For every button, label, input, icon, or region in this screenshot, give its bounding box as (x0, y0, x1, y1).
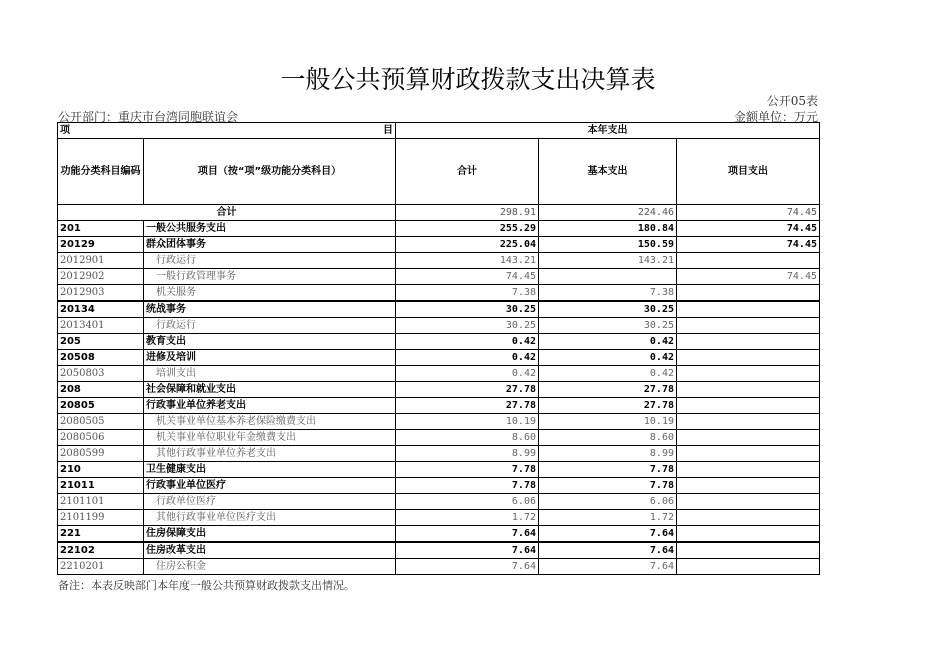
row-project (677, 478, 820, 494)
row-project (677, 542, 820, 559)
table-row (58, 526, 820, 543)
row-basic: 0.42 (539, 350, 677, 366)
row-basic: 30.25 (539, 318, 677, 334)
table-row (58, 446, 820, 462)
row-basic: 1.72 (539, 510, 677, 526)
row-code: 2080599 (58, 446, 144, 462)
table-row (58, 494, 820, 510)
row-name: 其他行政事业单位医疗支出 (144, 510, 396, 526)
row-total: 7.78 (396, 462, 539, 478)
row-project (677, 510, 820, 526)
row-total: 8.60 (396, 430, 539, 446)
total-label: 合计 (58, 205, 396, 221)
row-name: 机关事业单位基本养老保险缴费支出 (144, 414, 396, 430)
row-name: 一般行政管理事务 (144, 269, 396, 285)
row-total: 1.72 (396, 510, 539, 526)
row-code: 210 (58, 462, 144, 478)
row-total: 6.06 (396, 494, 539, 510)
row-basic: 7.64 (539, 542, 677, 559)
item-header-left: 项 (60, 125, 70, 136)
row-basic: 7.78 (539, 462, 677, 478)
header-row-1 (58, 123, 820, 139)
total-row (58, 205, 820, 221)
row-total: 225.04 (396, 237, 539, 253)
row-code: 2210201 (58, 559, 144, 575)
table-row (58, 510, 820, 526)
row-name: 卫生健康支出 (144, 462, 396, 478)
row-basic: 180.84 (539, 221, 677, 237)
row-basic: 7.38 (539, 285, 677, 302)
row-name: 住房保障支出 (144, 526, 396, 543)
row-code: 201 (58, 221, 144, 237)
row-total: 0.42 (396, 350, 539, 366)
row-project (677, 494, 820, 510)
page-title: 一般公共预算财政拨款支出决算表 (280, 65, 656, 94)
row-name: 住房公积金 (144, 559, 396, 575)
table-row (58, 269, 820, 285)
form-number: 公开05表 (766, 94, 818, 108)
row-project (677, 414, 820, 430)
row-name: 群众团体事务 (144, 237, 396, 253)
row-total: 7.78 (396, 478, 539, 494)
table-row (58, 366, 820, 382)
row-code: 2050803 (58, 366, 144, 382)
row-name: 一般公共服务支出 (144, 221, 396, 237)
row-name: 统战事务 (144, 301, 396, 318)
current-year-expenditure-header: 本年支出 (396, 123, 820, 139)
table-row (58, 334, 820, 350)
row-project (677, 559, 820, 575)
total-basic: 224.46 (539, 205, 677, 221)
table-row (58, 221, 820, 237)
row-code: 22102 (58, 542, 144, 559)
row-name: 机关服务 (144, 285, 396, 302)
row-name: 机关事业单位职业年金缴费支出 (144, 430, 396, 446)
table-row (58, 430, 820, 446)
row-code: 20134 (58, 301, 144, 318)
code-header: 功能分类科目编码 (58, 139, 144, 205)
project-header: 项目支出 (677, 139, 820, 205)
row-code: 2012902 (58, 269, 144, 285)
table-row (58, 478, 820, 494)
table-row (58, 301, 820, 318)
row-total: 8.99 (396, 446, 539, 462)
row-total: 0.42 (396, 366, 539, 382)
row-project (677, 334, 820, 350)
row-basic (539, 269, 677, 285)
row-code: 2013401 (58, 318, 144, 334)
row-total: 27.78 (396, 398, 539, 414)
table-row (58, 559, 820, 575)
row-project (677, 301, 820, 318)
row-code: 2101199 (58, 510, 144, 526)
row-basic: 10.19 (539, 414, 677, 430)
row-project (677, 526, 820, 543)
row-code: 2101101 (58, 494, 144, 510)
table-row (58, 462, 820, 478)
row-total: 30.25 (396, 301, 539, 318)
row-name: 社会保障和就业支出 (144, 382, 396, 398)
row-code: 2080505 (58, 414, 144, 430)
row-name: 其他行政事业单位养老支出 (144, 446, 396, 462)
row-name: 行政运行 (144, 318, 396, 334)
table-row (58, 542, 820, 559)
row-basic: 27.78 (539, 382, 677, 398)
row-name: 行政单位医疗 (144, 494, 396, 510)
row-basic: 6.06 (539, 494, 677, 510)
table-row (58, 318, 820, 334)
row-project (677, 366, 820, 382)
row-project (677, 430, 820, 446)
row-code: 20805 (58, 398, 144, 414)
row-project (677, 382, 820, 398)
row-project: 74.45 (677, 221, 820, 237)
table-row (58, 414, 820, 430)
row-total: 0.42 (396, 334, 539, 350)
row-basic: 150.59 (539, 237, 677, 253)
row-code: 208 (58, 382, 144, 398)
row-total: 27.78 (396, 382, 539, 398)
row-name: 行政事业单位养老支出 (144, 398, 396, 414)
amount-unit-label: 金额单位：万元 (733, 110, 818, 124)
row-project (677, 350, 820, 366)
row-code: 2012901 (58, 253, 144, 269)
row-project (677, 446, 820, 462)
row-basic: 7.64 (539, 559, 677, 575)
row-project (677, 398, 820, 414)
row-total: 255.29 (396, 221, 539, 237)
item-header-cell (58, 123, 396, 139)
row-total: 7.64 (396, 559, 539, 575)
row-basic: 0.42 (539, 366, 677, 382)
row-project (677, 253, 820, 269)
table-row (58, 382, 820, 398)
row-name: 进修及培训 (144, 350, 396, 366)
name-header: 项目（按“项”级功能分类科目） (144, 139, 396, 205)
row-code: 2012903 (58, 285, 144, 302)
row-code: 221 (58, 526, 144, 543)
row-basic: 7.64 (539, 526, 677, 543)
row-name: 住房改革支出 (144, 542, 396, 559)
row-name: 培训支出 (144, 366, 396, 382)
row-project (677, 285, 820, 302)
row-basic: 8.99 (539, 446, 677, 462)
basic-header: 基本支出 (539, 139, 677, 205)
row-name: 行政运行 (144, 253, 396, 269)
row-project: 74.45 (677, 269, 820, 285)
row-code: 205 (58, 334, 144, 350)
table-row (58, 237, 820, 253)
row-total: 74.45 (396, 269, 539, 285)
table-row (58, 253, 820, 269)
row-total: 7.38 (396, 285, 539, 302)
table-row (58, 398, 820, 414)
row-basic: 143.21 (539, 253, 677, 269)
row-project (677, 462, 820, 478)
total-sum: 298.91 (396, 205, 539, 221)
total-project: 74.45 (677, 205, 820, 221)
row-basic: 0.42 (539, 334, 677, 350)
row-total: 143.21 (396, 253, 539, 269)
row-basic: 8.60 (539, 430, 677, 446)
table-row (58, 285, 820, 302)
row-total: 10.19 (396, 414, 539, 430)
row-basic: 30.25 (539, 301, 677, 318)
row-name: 教育支出 (144, 334, 396, 350)
item-header-right: 目 (383, 125, 393, 136)
expenditure-table (57, 122, 820, 575)
total-header: 合计 (396, 139, 539, 205)
row-code: 21011 (58, 478, 144, 494)
row-code: 20508 (58, 350, 144, 366)
row-project (677, 318, 820, 334)
header-row-2 (58, 139, 820, 205)
row-code: 20129 (58, 237, 144, 253)
row-code: 2080506 (58, 430, 144, 446)
row-total: 7.64 (396, 526, 539, 543)
row-basic: 27.78 (539, 398, 677, 414)
row-name: 行政事业单位医疗 (144, 478, 396, 494)
department-label: 公开部门：重庆市台湾同胞联谊会 (58, 110, 239, 124)
table-row (58, 350, 820, 366)
row-total: 7.64 (396, 542, 539, 559)
footnote: 备注：本表反映部门本年度一般公共预算财政拨款支出情况。 (58, 579, 355, 592)
row-total: 30.25 (396, 318, 539, 334)
row-project: 74.45 (677, 237, 820, 253)
row-basic: 7.78 (539, 478, 677, 494)
